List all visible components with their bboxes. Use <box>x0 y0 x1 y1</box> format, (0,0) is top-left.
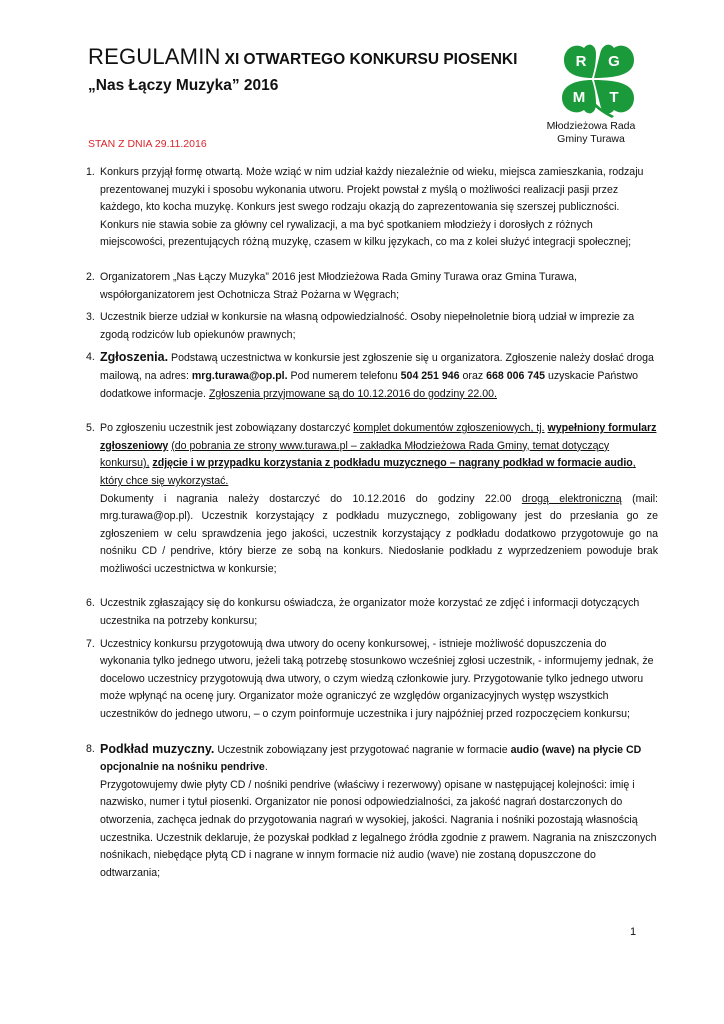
logo-letter-r: R <box>575 53 587 70</box>
item-number: 4. <box>86 351 95 364</box>
list-item <box>88 595 658 630</box>
logo-letter-m: M <box>572 89 586 106</box>
list-item <box>88 269 658 304</box>
document-subtitle: „Nas Łączy Muzyka” 2016 <box>88 77 279 94</box>
clover-leaves <box>562 45 634 118</box>
item-text: Przygotowujemy dwie płyty CD / nośniki pendrive (właściwy i rezerwowy) opisane w następującej kolejności: imię i nazwisko, numer i tytuł piosenki. Organizator nie ponosi odpowiedzialności, za jakość nagrań dostarczonych do otworzenia, zachęca jednak do przygotowania nagrań w wysokiej, jakości. Nagrania i nośniki pozostają własnością uczestnika. Uczestnik deklaruje, że pozyskał podkład z legalnego źródła zgodnie z prawem. Nagrania na zniszczonych nośnikach, niebędące płytą CD i nagrane w innym formacie niż audio (wave) nie zostaną dopuszczone do odtwarzania; <box>100 778 657 879</box>
section-heading: Zgłoszenia. <box>100 350 169 365</box>
list-item <box>88 741 658 883</box>
item-text: Uczestnik zgłaszający się do konkursu oświadcza, że organizator może korzystać ze zdjęć i informacji dotyczących uczestnika na potrzeby konkursu; <box>100 597 640 628</box>
rules-list <box>88 164 658 882</box>
clover-logo <box>548 40 638 118</box>
list-item <box>88 164 658 252</box>
item-text: Zgłoszenia. Podstawą uczestnictwa w konkursie jest zgłoszenie się u organizatora. Zgłoszenie należy dosłać droga mailową, na adres: mrg.turawa@op.pl. Pod numerem telefonu 504 251 946 oraz 668 006 745 uzyskacie Państwo dodatkowe informacje. Zgłoszenia przyjmowane są do 10.12.2016 do godziny 22.00. <box>100 350 654 400</box>
logo-caption-line1: Młodzieżowa Rada <box>546 120 636 132</box>
status-date: STAN Z DNIA 29.11.2016 <box>88 138 207 150</box>
item-text: Konkurs przyjął formę otwartą. Może wziąć w nim udział każdy niezależnie od wieku, miejsca zamieszkania, rodzaju prezentowanej muzyki i sposobu wykonania utworu. Projekt powstał z myślą o możliwości realizacji pasji przez każdego, kto kocha muzykę. Konkurs jest swego rodzaju okazją do zaprezentowania się szerszej publiczności. Konkurs nie stawia sobie za główny cel rywalizacji, a ma być spotkaniem młodzieży i dorosłych z różnych miejscowości, prezentujących różną muzykę, czasem w kilku językach, co ma z kolei służyć integracji społecznej; <box>100 166 644 249</box>
item-number: 3. <box>86 311 95 324</box>
logo-caption <box>530 120 652 146</box>
list-item <box>88 420 658 578</box>
item-text: Uczestnik bierze udział w konkursie na własną odpowiedzialność. Osoby niepełnoletnie biorą udział w imprezie za zgodą rodziców lub opiekunów prawnych; <box>100 311 635 341</box>
item-number: 2. <box>86 270 95 283</box>
phone-number: 504 251 946 <box>400 369 460 382</box>
list-item <box>88 349 658 403</box>
list-item <box>88 636 658 724</box>
item-number: 7. <box>86 637 95 650</box>
contact-email: mrg.turawa@op.pl. <box>191 369 288 382</box>
deadline-text: Zgłoszenia przyjmowane są do 10.12.2016 do godziny 22.00. <box>208 387 497 400</box>
list-item <box>88 309 658 344</box>
logo-letter-t: T <box>609 89 619 106</box>
item-number: 8. <box>86 742 95 755</box>
document-title <box>88 44 538 97</box>
logo-letter-g: G <box>608 53 620 70</box>
item-number: 5. <box>86 422 95 435</box>
item-text: Po zgłoszeniu uczestnik jest zobowiązany dostarczyć komplet dokumentów zgłoszeniowych, tj. wypełniony formularz zgłoszeniowy (do pobrania ze strony www.turawa.pl – zakładka Młodzieżowa Rada Gminy, temat dotyczący konkursu), zdjęcie i w przypadku korzystania z podkładu muzycznego – nagrany podkład w formacie audio, który chce się wykorzystać. <box>100 422 657 487</box>
title-rest: XI OTWARTEGO KONKURSU PIOSENKI <box>224 51 518 68</box>
page-number: 1 <box>630 926 637 938</box>
title-line-1 <box>88 44 538 73</box>
item-number: 1. <box>86 166 95 178</box>
item-text: Organizatorem „Nas Łączy Muzyka” 2016 jest Młodzieżowa Rada Gminy Turawa oraz Gmina Turawa, współorganizatorem jest Ochotnicza Straż Pożarna w Węgrach; <box>100 270 577 301</box>
item-number: 6. <box>86 597 95 610</box>
item-text: Uczestnicy konkursu przygotowują dwa utwory do oceny konkursowej, - istnieje możliwość dopuszczenia do wykonania tylko jednego utworu, jeżeli taką potrzebę stosunkowo wcześniej zgłosi uczestnik, - informujemy jednak, że docelowo uczestnicy przygotowują dwa utwory, o czym wiedzą członkowie jury. Przygotowanie tylko jednego utworu może wpłynąć na ocenę jury. Organizator może ograniczyć ze względów organizacyjnych występ wszystkich uczestników do jednego utworu, – o czym poinformuje uczestnika i jury najpóźniej przed rozpoczęciem konkursu; <box>100 637 654 721</box>
title-word: REGULAMIN <box>88 44 221 69</box>
item-text: Podkład muzyczny. Uczestnik zobowiązany jest przygotować nagranie w formacie audio (wave) na płycie CD opcjonalnie na nośniku pendrive. <box>100 741 642 774</box>
logo-caption-line2: Gminy Turawa <box>557 133 625 145</box>
item-text: Dokumenty i nagrania należy dostarczyć do 10.12.2016 do godziny 22.00 drogą elektroniczną (mail: mrg.turawa@op.pl). Uczestnik korzystający z podkładu muzycznego, zobligowany jest do przesłania go ze zgłoszeniem w celu sprawdzenia jego jakości, uczestnik korzystający z podkładu dodatkowo przygotowuje go na nośniku CD / pendrive, który bierze ze sobą na konkurs. Niedosłanie podkładu z wyprzedzeniem powoduje brak możliwości uczestnictwa w konkursie; <box>100 492 658 575</box>
phone-number: 668 006 745 <box>486 369 546 382</box>
section-heading: Podkład muzyczny. <box>100 741 215 756</box>
